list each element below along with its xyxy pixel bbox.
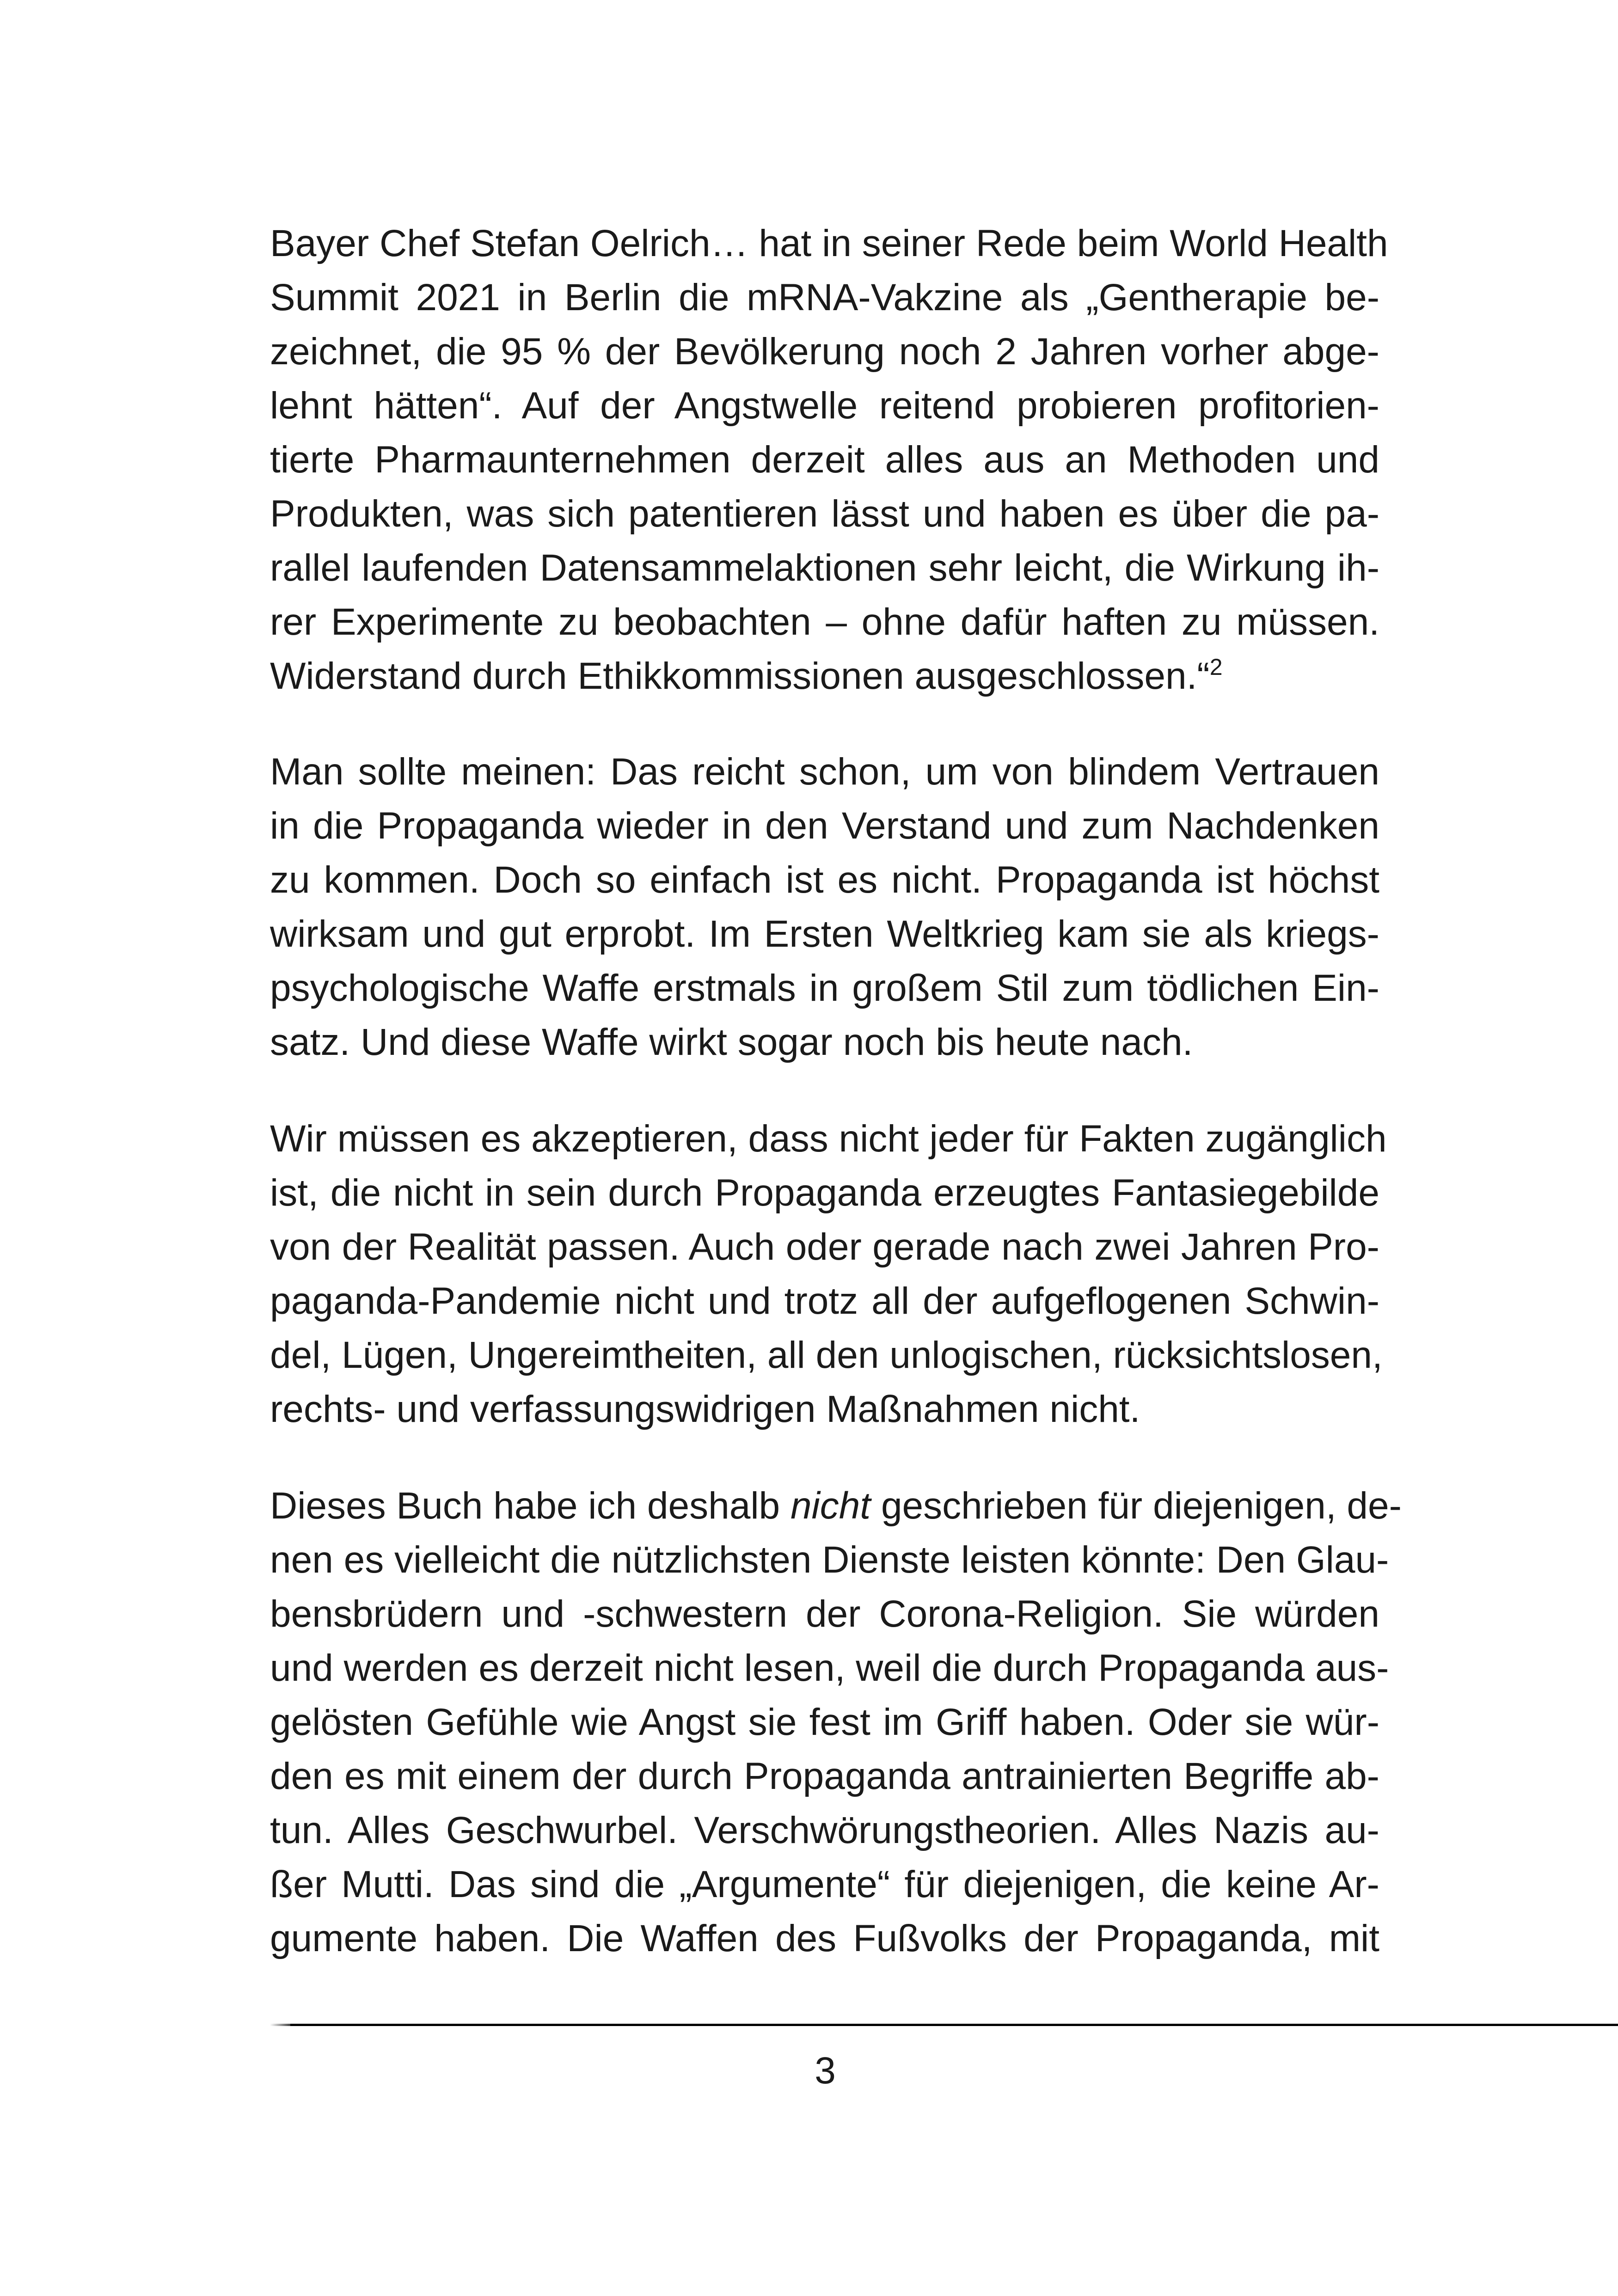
text-line: Wir müssen es akzeptieren, dass nicht jeder für Fakten zugänglich — [270, 1118, 1387, 1160]
text-line: lehnt hätten“. Auf der Angstwelle reitend probieren profitorien- — [270, 385, 1379, 427]
text-line-last — [270, 649, 1379, 703]
text-line: zu kommen. Doch so einfach ist es nicht. Propaganda ist höchst — [270, 859, 1379, 901]
text-line: Summit 2021 in Berlin die mRNA-Vakzine als „Gentherapie be- — [270, 276, 1379, 318]
text-line: paganda-Pandemie nicht und trotz all der aufgeflogenen Schwin- — [270, 1280, 1379, 1322]
text-line: tun. Alles Geschwurbel. Verschwörungstheorien. Alles Nazis au- — [270, 1809, 1379, 1851]
text-line: zeichnet, die 95 % der Bevölkerung noch 2 Jahren vorher abge- — [270, 331, 1379, 373]
paragraph-2 — [270, 745, 1379, 1069]
text-line: gumente haben. Die Waffen des Fußvolks der Propaganda, mit — [270, 1917, 1379, 1959]
text-line: Man sollte meinen: Das reicht schon, um von blindem Vertrauen — [270, 751, 1379, 793]
text-line-last: satz. Und diese Waffe wirkt sogar noch bis heute nach. — [270, 1021, 1193, 1063]
text-line-with-emphasis — [270, 1479, 1402, 1533]
text-line: psychologische Waffe erstmals in großem Stil zum tödlichen Ein- — [270, 967, 1379, 1009]
text-line: del, Lügen, Ungereimtheiten, all den unlogischen, rücksichtslosen, — [270, 1334, 1383, 1376]
emphasis-word: nicht — [790, 1485, 871, 1527]
text-line: von der Realität passen. Auch oder gerade nach zwei Jahren Pro- — [270, 1226, 1379, 1268]
text-line: ßer Mutti. Das sind die „Argumente“ für diejenigen, die keine Ar- — [270, 1863, 1379, 1905]
text-line: nen es vielleicht die nützlichsten Dienste leisten könnte: Den Glau- — [270, 1539, 1389, 1581]
text-line: Produkten, was sich patentieren lässt und haben es über die pa- — [270, 493, 1379, 535]
text-line: und werden es derzeit nicht lesen, weil die durch Propaganda aus- — [270, 1647, 1389, 1689]
text-line: rallel laufenden Datensammelaktionen sehr leicht, die Wirkung ih- — [270, 547, 1379, 589]
text-line: tierte Pharmaunternehmen derzeit alles aus an Methoden und — [270, 439, 1379, 481]
paragraph-4 — [270, 1479, 1402, 1965]
text-line: bensbrüdern und -schwestern der Corona-Religion. Sie würden — [270, 1593, 1379, 1635]
text-line: wirksam und gut erprobt. Im Ersten Weltkrieg kam sie als kriegs- — [270, 913, 1379, 955]
text-segment: Dieses Buch habe ich deshalb — [270, 1485, 791, 1527]
text-segment: Widerstand durch Ethikkommissionen ausgeschlossen.“ — [270, 655, 1210, 697]
footer-rule — [290, 2024, 1618, 2026]
paragraph-1 — [270, 216, 1388, 703]
text-segment: geschrieben für diejenigen, de- — [870, 1485, 1402, 1527]
footnote-reference[interactable]: 2 — [1209, 654, 1223, 680]
text-line: Bayer Chef Stefan Oelrich… hat in seiner Rede beim World Health — [270, 222, 1388, 264]
paragraph-3 — [270, 1112, 1387, 1436]
text-line-last: rechts- und verfassungswidrigen Maßnahmen nicht. — [270, 1388, 1140, 1430]
text-line: in die Propaganda wieder in den Verstand und zum Nachdenken — [270, 805, 1379, 847]
text-line: den es mit einem der durch Propaganda antrainierten Begriffe ab- — [270, 1755, 1379, 1797]
text-line: gelösten Gefühle wie Angst sie fest im Griff haben. Oder sie wür- — [270, 1701, 1379, 1743]
text-line: ist, die nicht in sein durch Propaganda erzeugtes Fantasiegebilde — [270, 1172, 1379, 1214]
page-number: 3 — [815, 2050, 836, 2092]
text-line: rer Experimente zu beobachten – ohne dafür haften zu müssen. — [270, 601, 1379, 643]
